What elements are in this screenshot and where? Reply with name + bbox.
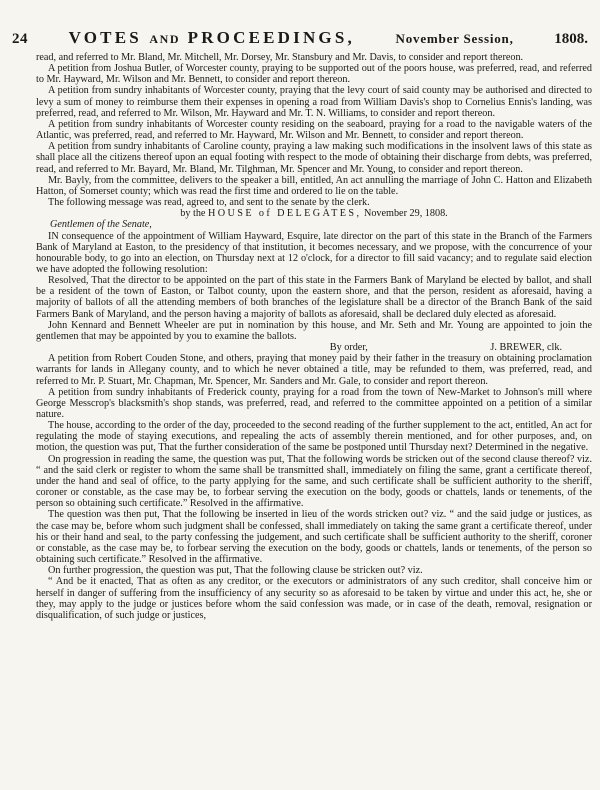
paragraph-hayward-appointment: IN consequence of the appointment of William Hayward, Esquire, late director on the part of this state in the Branch of the Farmers Bank of Maryland at Easton, to the presidency of that institution, it becomes necessary, and we propose, with the concurrence of your honourable body, to go into an election, on Thursday next at 12 o'clock, for a director to fill said vacancy; and to regulate said election we have adopted the following resolution: bbox=[36, 230, 592, 275]
paragraph-second-reading: The house, according to the order of the day, proceeded to the second reading of the further supplement to the act, entitled, An act for regulating the mode of staying executions, and repealing the acts of assembly therein mentioned, and for other purposes, and, on motion, the question was put, That the further consideration of the same be postponed until Thursday next? Determined in the negative. bbox=[36, 420, 592, 454]
title-proceedings: PROCEEDINGS, bbox=[187, 28, 355, 47]
paragraph-seaboard-road-petition: A petition from sundry inhabitants of Worcester county residing on the seaboard, praying for a road to the navigable waters of the Atlantic, was preferred, read, and referred to Mr. Hayward, Mr. Wilson and Mr. Bennett, to consider and report thereon. bbox=[36, 118, 592, 142]
page-body bbox=[36, 52, 592, 790]
session-year: 1808. bbox=[554, 31, 588, 47]
paragraph-continuation: read, and referred to Mr. Bland, Mr. Mitchell, Mr. Dorsey, Mr. Stansbury and Mr. Davis, to consider and report thereon. bbox=[36, 52, 524, 63]
paragraph-further-progression: On further progression, the question was put, That the following clause be stricken out? viz. bbox=[48, 565, 423, 577]
clerk-signature: J. BREWER, clk. bbox=[490, 342, 562, 354]
message-origin-line bbox=[36, 208, 592, 219]
running-header bbox=[12, 28, 588, 50]
paragraph-strike-out-clause: On progression in reading the same, the question was put, That the following words be stricken out of the second clause thereof? viz. “ and the said clerk or register to whom the same shall be transmitted shall, immediately on filing the same, grant a certificate thereof, under the hand and seal of office, to the party applying for the same, and such certificate shall be sufficient authority to the sheriff, coroner or constable, as the case may be, to forbear serving the execution on the body, goods or chattels, lands or tenements, of the person so obtaining such certificate.” Resolved in the affirmative. bbox=[36, 453, 592, 510]
by-the-label: by the bbox=[180, 208, 206, 220]
running-title bbox=[69, 28, 355, 48]
paragraph-enacted-clause: “ And be it enacted, That as often as any creditor, or the executors or administrators of any such creditor, shall conceive him or herself in danger of suffering from the insufficiency of any security so as aforesaid to be taken by virtue and under this act, he, she or they, may apply to the judge or justices before whom the said confession was made, or in case of the death, removal, resignation or disqualification, of such judge or justices, bbox=[36, 576, 592, 621]
message-salutation: Gentlemen of the Senate, bbox=[50, 219, 152, 231]
message-signature-line bbox=[36, 342, 592, 353]
house-name: HOUSE of DELEGATES, bbox=[208, 208, 362, 220]
paragraph-levy-court-petition: A petition from sundry inhabitants of Worcester county, praying that the levy court of said county may be authorised and directed to levy a sum of money to reimburse them their expenses in opening a road from William Davis's shop to Cornelius Ennis's landing, was preferred, read, and referred to Mr. Wilson, Mr. Hayward and Mr. T. N. Williams, to consider and report thereon. bbox=[36, 85, 592, 119]
paragraph-insert-clause: The question was then put, That the following be inserted in lieu of the words stricken out? viz. “ and the said judge or justices, as the case may be, before whom such judgment shall be confessed, shall immediately on taking the same grant a certificate thereof, under his or their hand and seal, to the party confessing the judgement, and such certificate shall be sufficient authority to the sheriff, coroner or constable, as the case may be, to forbear serving the execution on the body, goods or chattels, lands or tenements, of the person so obtaining such certificate.” Resolved in the affirmative. bbox=[36, 509, 592, 566]
paragraph-butler-petition: A petition from Joshua Butler, of Worcester county, praying to be supported out of the poors house, was preferred, read, and referred to Mr. Hayward, Mr. Wilson and Mr. Bennett, to consider and report thereon. bbox=[36, 63, 592, 86]
paragraph-caroline-insolvent-petition: A petition from sundry inhabitants of Caroline county, praying a law making such modifications in the insolvent laws of this state as shall place all the citizens thereof upon an equal footing with respect to the mode of obtaining their discharge from debts, was preferred, read, and referred to Mr. Bayard, Mr. Bland, Mr. Tilghman, Mr. Spencer and Mr. Young, to consider and report thereon. bbox=[36, 141, 592, 175]
paragraph-stone-petition: A petition from Robert Couden Stone, and others, praying that money paid by their father in the treasury on obtaining proclamation warrants for lands in Allegany county, and to which he never obtained a title, may be refunded to them, was preferred, read, and referred to Mr. P. Stuart, Mr. Chapman, Mr. Spencer, Mr. Sanders and Mr. Gale, to consider and report thereon. bbox=[36, 353, 592, 387]
page-number: 24 bbox=[12, 31, 28, 47]
session-label: November Session, bbox=[395, 31, 514, 46]
paragraph-frederick-road-petition: A petition from sundry inhabitants of Frederick county, praying for a road from the town of New-Market to Johnson's mill where George Messcrop's blacksmith's shop stands, was preferred, read, and referred to the committee appointed on a petition of a similar nature. bbox=[36, 386, 592, 420]
message-date: November 29, 1808. bbox=[363, 208, 448, 220]
title-and: AND bbox=[149, 32, 181, 46]
paragraph-message-intro: The following message was read, agreed to, and sent to the senate by the clerk. bbox=[48, 197, 370, 209]
title-votes: VOTES bbox=[68, 28, 142, 47]
paragraph-resolution: Resolved, That the director to be appointed on the part of this state in the Farmers Bank of Maryland be elected by ballot, and shall be a resident of the town of Easton, or Talbot county, upon the eastern shore, and that the person, resident as aforesaid, having a majority of ballots of all the attending members of both branches of the legislature shall be a director of the Branch Bank of the said Farmers Bank of Maryland, and the person having a majority of ballots as aforesaid, shall be declared duly elected as aforesaid. bbox=[36, 275, 592, 320]
paragraph-nominations: John Kennard and Bennett Wheeler are put in nomination by this house, and Mr. Seth and Mr. Young are appointed to join the gentlemen that may be appointed by you to examine the ballots. bbox=[36, 319, 592, 342]
paragraph-hatton-bill: Mr. Bayly, from the committee, delivers to the speaker a bill, entitled, An act annulling the marriage of John C. Hatton and Elizabeth Hatton, of Somerset county; which was read the first time and ordered to lie on the table. bbox=[36, 174, 592, 197]
by-order-label: By order, bbox=[329, 342, 368, 354]
